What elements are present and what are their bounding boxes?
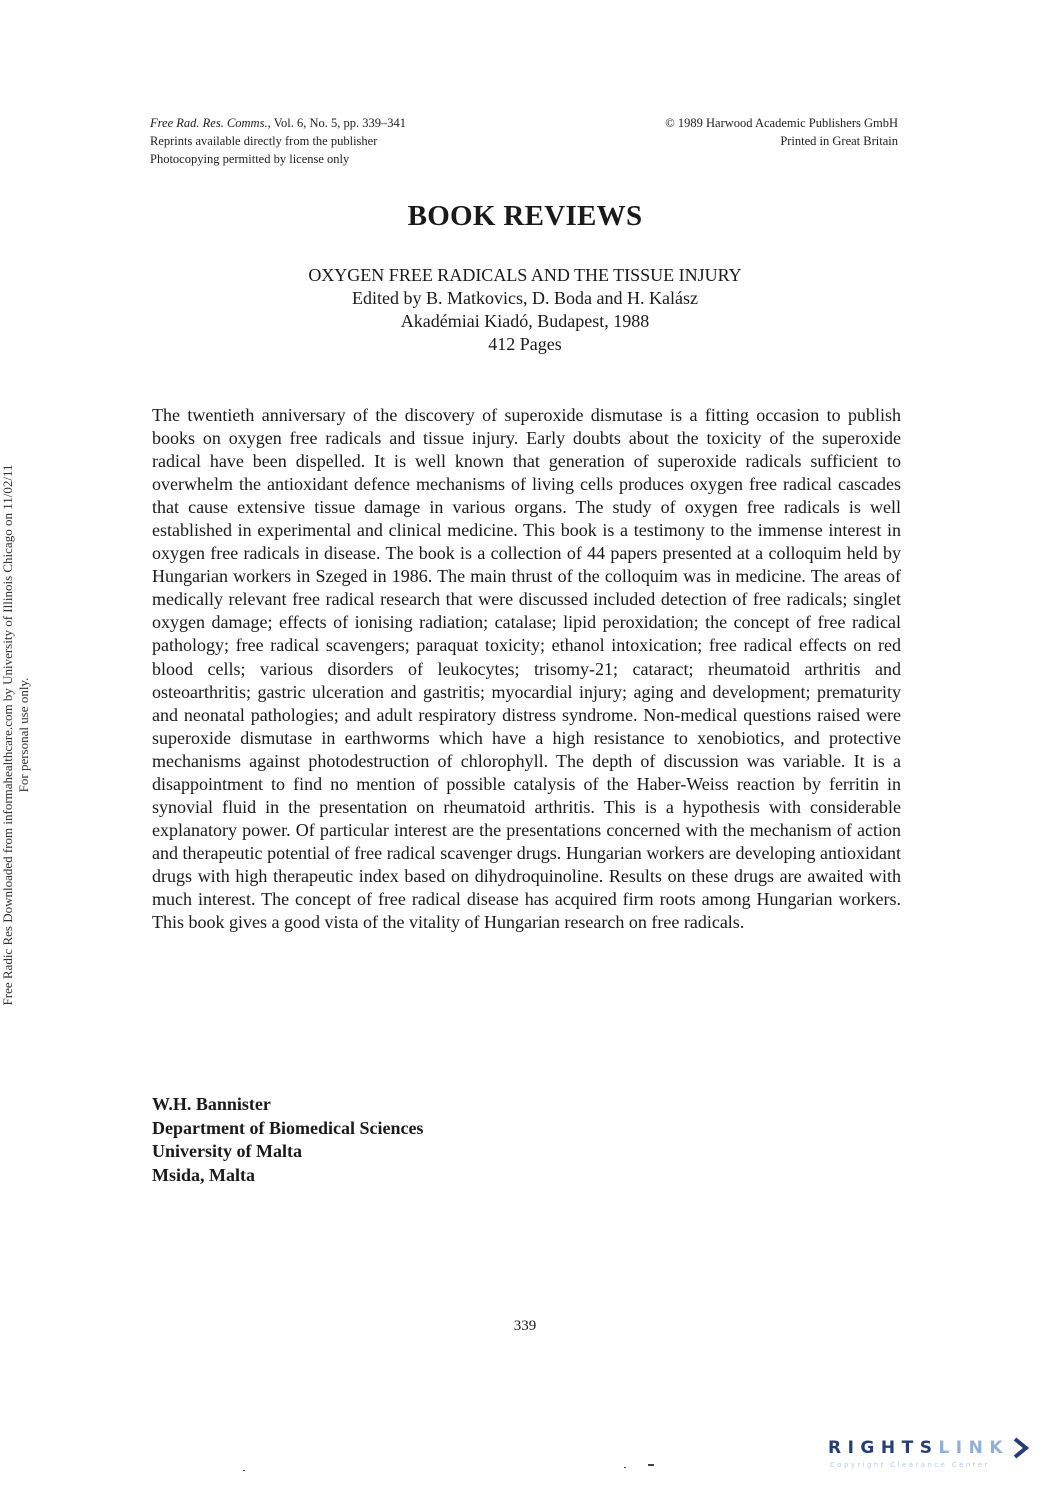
page-title: BOOK REVIEWS	[407, 200, 643, 232]
book-publisher: Akadémiai Kiadó, Budapest, 1988	[400, 311, 650, 331]
rightslink-rights: RIGHTS	[828, 1438, 939, 1458]
rightslink-tagline: Copyright Clearance Center	[830, 1461, 990, 1469]
rightslink-logo[interactable]	[828, 1438, 1009, 1458]
book-title: OXYGEN FREE RADICALS AND THE TISSUE INJURY	[308, 265, 742, 285]
scan-speck	[243, 1470, 245, 1471]
journal-citation	[150, 114, 406, 132]
reviewer-university: University of Malta	[152, 1141, 302, 1161]
download-note-line: Free Radic Res Downloaded from informahealthcare.com by University of Illinois Chicago on 11/02/11	[0, 464, 15, 1006]
reviewer-name: W.H. Bannister	[152, 1094, 271, 1114]
copyright-line: © 1989 Harwood Academic Publishers GmbH	[665, 116, 898, 130]
download-watermark	[0, 355, 32, 1115]
printed-line: Printed in Great Britain	[780, 134, 898, 148]
book-details	[0, 264, 1050, 356]
reviewer-location: Msida, Malta	[152, 1164, 255, 1185]
chevron-right-icon	[1012, 1437, 1030, 1459]
reviewer-department: Department of Biomedical Sciences	[152, 1117, 424, 1138]
running-header-right	[665, 114, 898, 150]
scan-speck	[648, 1464, 654, 1466]
scan-speck	[624, 1467, 626, 1468]
personal-use-line: For personal use only.	[16, 677, 31, 793]
reprints-note: Reprints available directly from the publisher	[150, 134, 378, 148]
journal-name: Free Rad. Res. Comms.	[150, 116, 268, 130]
running-header-left	[150, 114, 406, 168]
book-editors: Edited by B. Matkovics, D. Boda and H. Kalász	[352, 288, 698, 308]
page-number: 339	[513, 1318, 537, 1334]
book-pages: 412 Pages	[488, 334, 562, 354]
volume-pages: , Vol. 6, No. 5, pp. 339–341	[267, 116, 407, 130]
review-paragraph: The twentieth anniversary of the discovery of superoxide dismutase is a fitting occasion to publish books on oxygen free radicals and tissue injury. Early doubts about the toxicity of the superoxide radical have been dispelled. It is well known that generation of superoxide radicals sufficient to overwhelm the antioxidant defence mechanisms of living cells produces oxygen free radical cascades that cause extensive tissue damage in various organs. The study of oxygen free radicals is well established in experimental and clinical medicine. This book is a testimony to the immense interest in oxygen free radicals in disease. The book is a collection of 44 papers presented at a colloquim held by Hungarian workers in Szeged in 1986. The main thrust of the colloquim was in medicine. The areas of medically relevant free radical research that were discussed included detection of free radicals; singlet oxygen damage; effects of ionising radiation; catalase; lipid peroxidation; the concept of free radical pathology; free radical scavengers; paraquat toxicity; ethanol intoxication; free radical effects on red blood cells; various disorders of leukocytes; trisomy-21; cataract; rheumatoid arthritis and osteoarthritis; gastric ulceration and gastritis; myocardial injury; aging and development; prematurity and neonatal pathologies; and adult respiratory distress syndrome. Non-medical questions raised were superoxide dismutase in earthworms which have a high resistance to xenobiotics, and protective mechanisms against photodestruction of chlorophyll. The depth of discussion was variable. It is a disappointment to find no mention of possible catalysis of the Haber-Weiss reaction by ferritin in synovial fluid in the presentation on rheumatoid arthritis. This is a hypothesis with considerable explanatory power. Of particular interest are the presentations concerned with the mechanism of action and therapeutic potential of free radical scavenger drugs. Hungarian workers are developing antioxidant drugs with high therapeutic index based on dihydroquinoline. Results on these drugs are awaited with much interest. The concept of free radical disease has acquired firm roots among Hungarian workers. This book gives a good vista of the vitality of Hungarian research on free radicals.	[152, 405, 901, 933]
rightslink-link: LINK	[938, 1438, 1009, 1458]
reviewer-signature	[152, 1093, 423, 1187]
photocopying-note: Photocopying permitted by license only	[150, 152, 350, 166]
